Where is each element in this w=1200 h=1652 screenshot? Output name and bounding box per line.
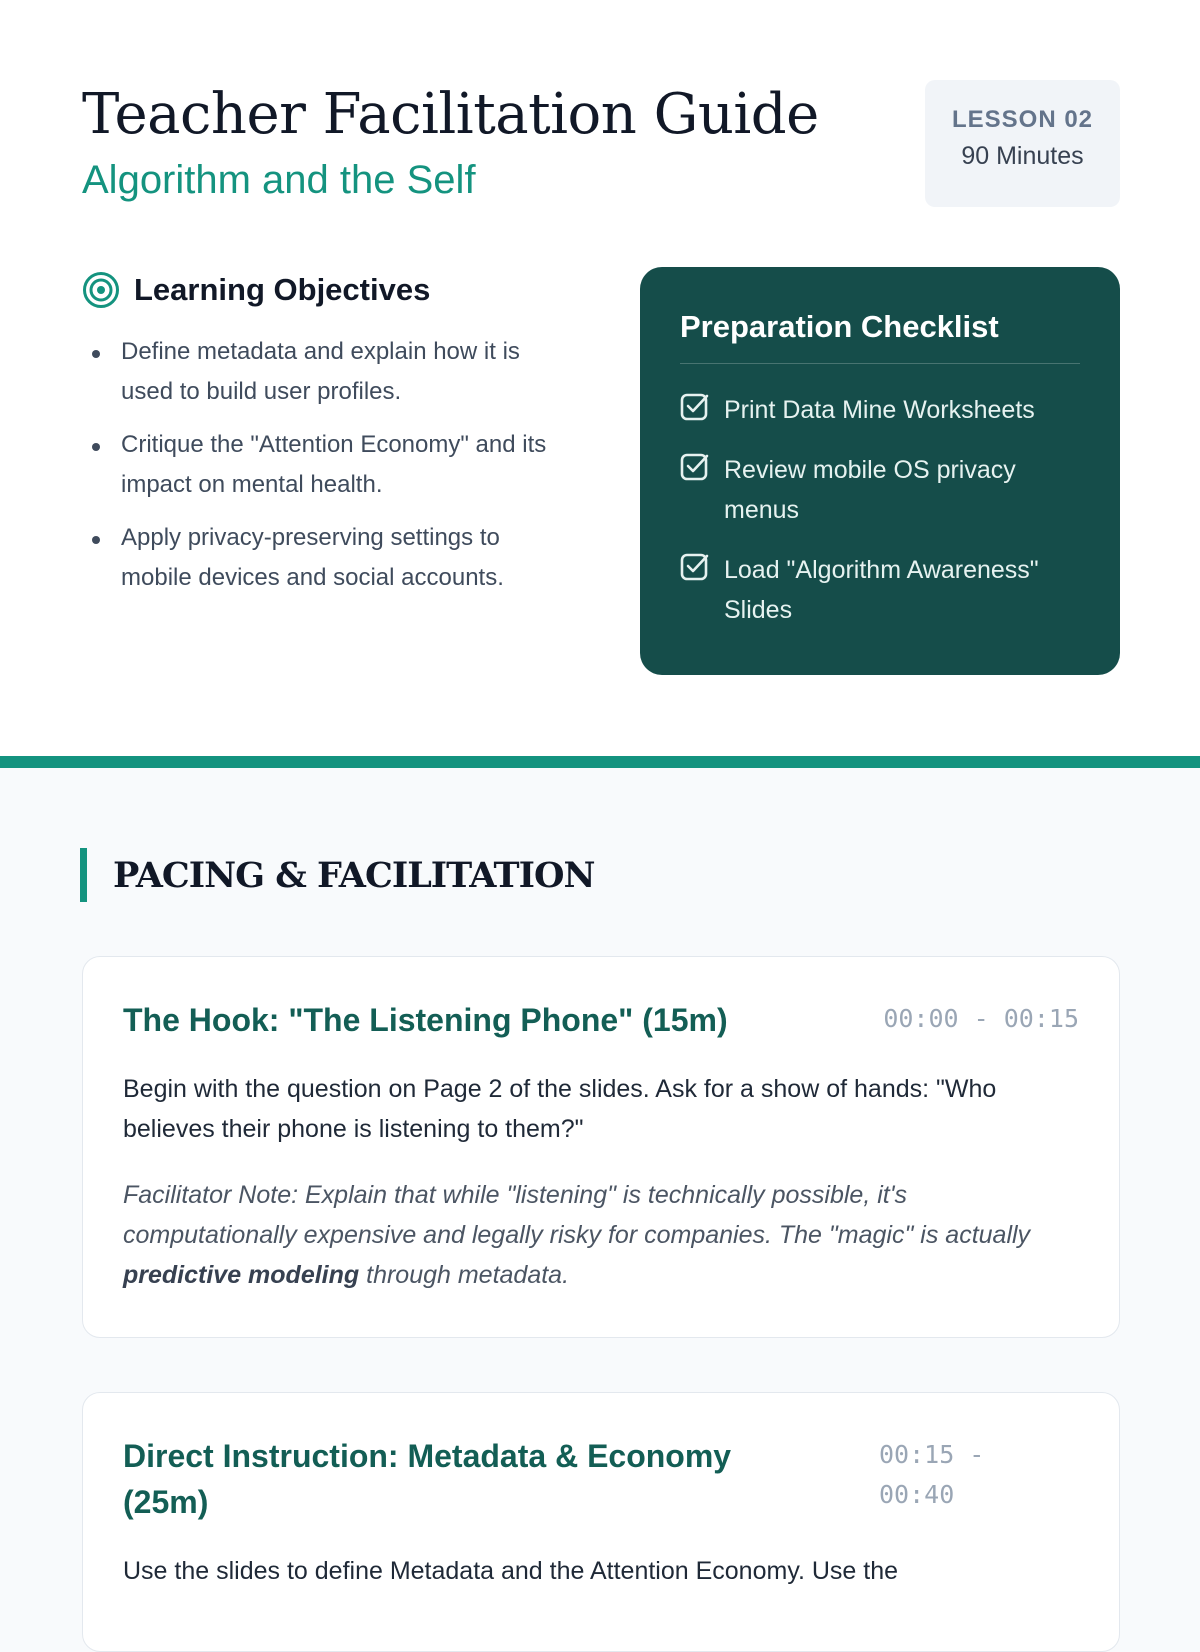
- page-header: [82, 80, 1120, 204]
- objective-item: Define metadata and explain how it is used to build user profiles.: [82, 332, 562, 412]
- page-title: Teacher Facilitation Guide: [82, 82, 819, 147]
- pacing-header: [80, 848, 594, 902]
- objective-item: Apply privacy-preserving settings to mobile devices and social accounts.: [82, 518, 562, 598]
- card-body: Begin with the question on Page 2 of the slides. Ask for a show of hands: "Who believes their phone is listening to them?": [123, 1075, 997, 1143]
- card-body: Use the slides to define Metadata and the Attention Economy. Use the: [123, 1557, 899, 1585]
- lesson-badge: [925, 80, 1120, 207]
- checkbox-checked-icon: [680, 552, 710, 582]
- checkbox-checked-icon: [680, 392, 710, 422]
- pacing-card-hook: [82, 956, 1120, 1338]
- objective-item: Critique the "Attention Economy" and its impact on mental health.: [82, 425, 562, 505]
- checklist-item-label: Load "Algorithm Awareness" Slides: [724, 556, 1039, 624]
- page-subtitle: Algorithm and the Self: [82, 158, 476, 202]
- objectives-header: [82, 268, 562, 312]
- checklist-item-label: Print Data Mine Worksheets: [724, 396, 1035, 424]
- target-icon: [82, 271, 120, 309]
- objectives-title: Learning Objectives: [134, 272, 431, 307]
- card-timestamp: 00:00 - 00:15: [883, 1004, 1079, 1033]
- checklist-item: [680, 450, 1080, 530]
- note-emphasis: predictive modeling: [123, 1261, 360, 1289]
- top-section: [0, 0, 1200, 756]
- card-header: [123, 1433, 1079, 1525]
- accent-bar: [80, 848, 87, 902]
- checklist-title: Preparation Checklist: [680, 309, 1080, 364]
- lesson-duration: 90 Minutes: [961, 142, 1084, 170]
- preparation-checklist: [640, 267, 1120, 675]
- pacing-card-instruction: [82, 1392, 1120, 1652]
- section-divider: [0, 756, 1200, 768]
- note-text-end: through metadata.: [359, 1261, 570, 1289]
- learning-objectives: [82, 268, 562, 611]
- lesson-number: LESSON 02: [951, 106, 1094, 133]
- checkbox-checked-icon: [680, 452, 710, 482]
- checklist-list: [680, 390, 1080, 630]
- checklist-item: [680, 550, 1080, 630]
- card-header: [123, 997, 1079, 1043]
- note-text: Facilitator Note: Explain that while "listening" is technically possible, it's computationally expensive and legally risky for companies. The "magic" is actually: [123, 1181, 1031, 1249]
- facilitator-note: [123, 1175, 1079, 1295]
- pacing-title: PACING & FACILITATION: [113, 854, 595, 896]
- card-title: The Hook: "The Listening Phone" (15m): [123, 1002, 728, 1038]
- card-title: Direct Instruction: Metadata & Economy (25m): [123, 1438, 732, 1520]
- objectives-list: [82, 332, 562, 598]
- checklist-item-label: Review mobile OS privacy menus: [724, 456, 1016, 524]
- card-timestamp: 00:15 - 00:40: [879, 1440, 985, 1509]
- checklist-item: [680, 390, 1080, 430]
